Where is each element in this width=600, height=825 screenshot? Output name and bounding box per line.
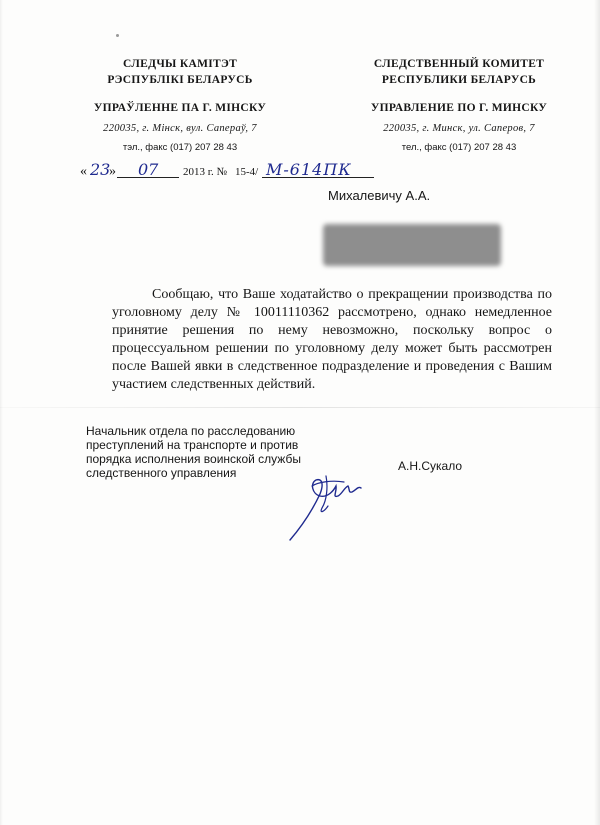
date-day: 23 [90,160,111,179]
signer-name: А.Н.Сукало [398,459,463,473]
org-name-ru-line1: СЛЕДСТВЕННЫЙ КОМИТЕТ [373,58,545,70]
org-name-be-line2: РЭСПУБЛІКІ БЕЛАРУСЬ [107,74,253,86]
date-month: 07 [138,160,159,179]
number-prefix: 15-4/ [235,166,259,178]
quote-open: « [80,164,87,179]
paper-edge-left [0,0,3,825]
quote-close: » [109,164,116,179]
org-name-ru-line2: РЕСПУБЛИКИ БЕЛАРУСЬ [381,74,537,86]
address-ru: 220035, г. Минск, ул. Саперов, 7 [383,123,535,134]
letter-body: Сообщаю, что Ваше ходатайство о прекращении производства по уголовному делу № 10011110362 рассмотрено, однако немедленное принятие решения по нему невозможно, поскольку вопрос о процессуальном решении по уголовному делу может быть рассмотрен после Вашей явки в следственное подразделение и проведения с Вашим участием следственных действий. [112,287,552,392]
phone-ru: тел., факс (017) 207 28 43 [401,142,517,153]
org-name-be-line1: СЛЕДЧЫ КАМІТЭТ [122,58,238,70]
punch-mark [116,34,119,37]
year-number-label: 2013 г. № [183,166,228,178]
paper-edge-right [594,0,600,825]
recipient-name: Михалевичу А.А. [328,188,431,203]
phone-be: тэл., факс (017) 207 28 43 [122,142,238,153]
address-be: 220035, г. Мінск, вул. Сапераў, 7 [103,123,257,134]
department-be: УПРАЎЛЕННЕ ПА Г. МІНСКУ [93,102,267,114]
handwritten-signature [282,456,372,546]
signer-position: Начальник отдела по расследованию преступлений на транспорте и против порядка исполнения воинской службы следственного управления [86,424,301,480]
redacted-address [323,224,501,266]
paper-fold-line [0,407,600,408]
header-right [348,56,570,153]
department-ru: УПРАВЛЕНИЕ ПО Г. МИНСКУ [370,102,548,114]
reference-line [80,160,380,182]
number-handwritten: М-614ПК [266,160,352,179]
header-left [70,56,290,153]
